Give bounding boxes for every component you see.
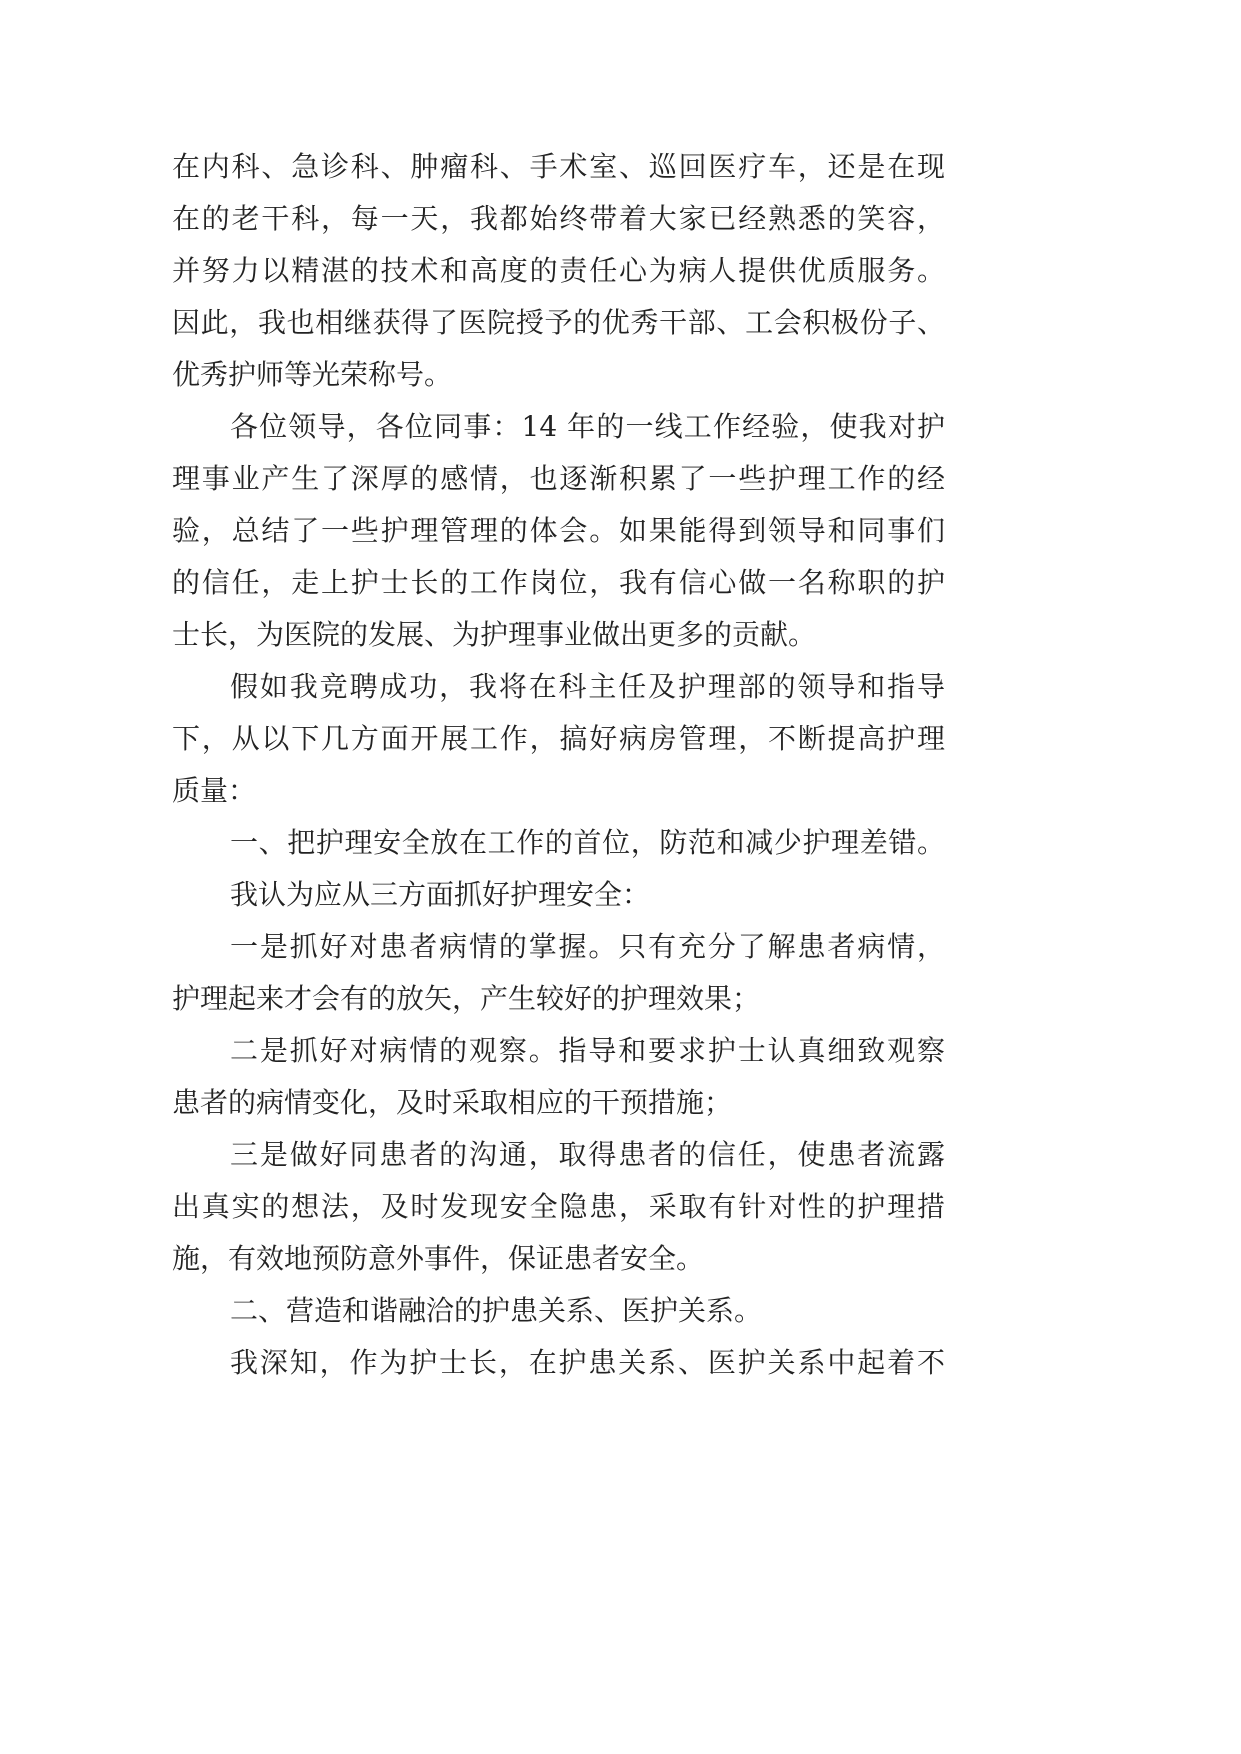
- text-line: 我深知，作为护士长，在护患关系、医护关系中起着不: [230, 1346, 945, 1379]
- paragraph: [172, 661, 945, 817]
- text-line: 施，有效地预防意外事件，保证患者安全。: [172, 1242, 705, 1275]
- text-line: 假如我竞聘成功，我将在科主任及护理部的领导和指导: [230, 670, 945, 703]
- paragraph: [172, 1025, 945, 1129]
- text-line: 理事业产生了深厚的感情，也逐渐积累了一些护理工作的经: [172, 462, 945, 495]
- text-line: 出真实的想法，及时发现安全隐患，采取有针对性的护理措: [172, 1190, 945, 1223]
- text-line: 下，从以下几方面开展工作，搞好病房管理，不断提高护理: [172, 722, 945, 755]
- text-line: 在的老干科，每一天，我都始终带着大家已经熟悉的笑容，: [172, 202, 945, 235]
- paragraph: [172, 401, 945, 661]
- text-line: 护理起来才会有的放矢，产生较好的护理效果；: [172, 982, 761, 1015]
- text-line: 一是抓好对患者病情的掌握。只有充分了解患者病情，: [230, 930, 945, 963]
- text-line: 三是做好同患者的沟通，取得患者的信任，使患者流露: [230, 1138, 945, 1171]
- text-line: 患者的病情变化，及时采取相应的干预措施；: [172, 1086, 733, 1119]
- text-line: 优秀护师等光荣称号。: [172, 358, 453, 391]
- text-line: 在内科、急诊科、肿瘤科、手术室、巡回医疗车，还是在现: [172, 150, 945, 183]
- text-line: 验，总结了一些护理管理的体会。如果能得到领导和同事们: [172, 514, 945, 547]
- text-line: 士长，为医院的发展、为护理事业做出更多的贡献。: [172, 618, 817, 651]
- text-line: 各位领导，各位同事：14 年的一线工作经验，使我对护: [230, 410, 945, 443]
- text-line: 的信任，走上护士长的工作岗位，我有信心做一名称职的护: [172, 566, 945, 599]
- paragraph: [172, 1129, 945, 1285]
- paragraph: [172, 869, 945, 921]
- document-body: [172, 141, 945, 1389]
- text-line: 因此，我也相继获得了医院授予的优秀干部、工会积极份子、: [172, 306, 945, 339]
- text-line: 二、营造和谐融洽的护患关系、医护关系。: [230, 1294, 763, 1327]
- paragraph: [172, 1337, 945, 1389]
- text-line: 并努力以精湛的技术和高度的责任心为病人提供优质服务。: [172, 254, 945, 287]
- text-line: 一、把护理安全放在工作的首位，防范和减少护理差错。: [230, 826, 945, 859]
- text-line: 我认为应从三方面抓好护理安全：: [230, 878, 651, 911]
- section-heading: [172, 1285, 945, 1337]
- text-line: 二是抓好对病情的观察。指导和要求护士认真细致观察: [230, 1034, 945, 1067]
- paragraph: [172, 921, 945, 1025]
- section-heading: [172, 817, 945, 869]
- text-line: 质量：: [172, 774, 257, 807]
- paragraph: [172, 141, 945, 401]
